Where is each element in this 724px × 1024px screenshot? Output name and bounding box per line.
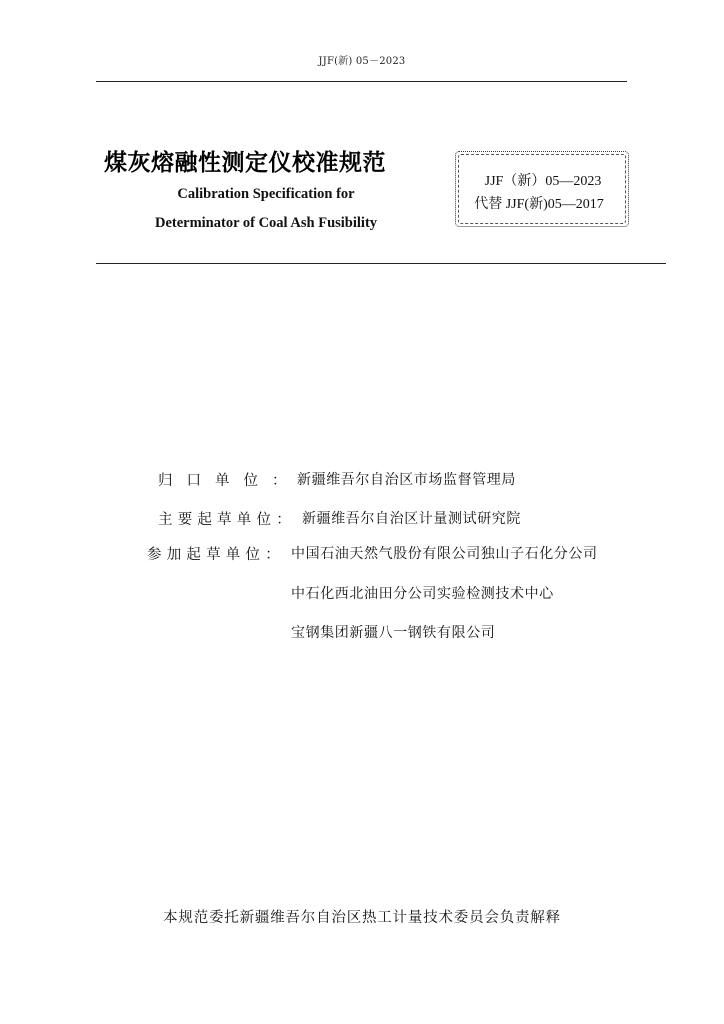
- responsible-unit-row: [0, 469, 724, 493]
- main-drafting-unit-row: [0, 508, 724, 532]
- running-header-code: JJF(新) 05－2023: [318, 56, 406, 67]
- interpretation-note: 本规范委托新疆维吾尔自治区热工计量技术委员会负责解释: [163, 910, 561, 926]
- main-drafting-unit-value: 新疆维吾尔自治区计量测试研究院: [302, 511, 521, 527]
- main-drafting-unit-label: 主要起草单位：: [158, 512, 296, 528]
- specification-code-box: [455, 151, 629, 227]
- header-rule: [96, 81, 627, 82]
- document-title-en-line1: Calibration Specification for: [177, 186, 355, 202]
- title-divider-rule: [96, 263, 666, 264]
- participating-unit-label: 参加起草单位：: [147, 547, 285, 563]
- responsible-unit-label: 归口单位：: [158, 473, 301, 489]
- document-title-en-line2: Determinator of Coal Ash Fusibility: [154, 215, 378, 231]
- specification-code: JJF（新）05—2023: [484, 174, 602, 189]
- replaced-specification-code: 代替 JJF(新)05—2017: [474, 197, 604, 212]
- responsible-unit-value: 新疆维吾尔自治区市场监督管理局: [297, 472, 516, 488]
- participating-unit-value: 中国石油天然气股份有限公司独山子石化分公司: [291, 546, 598, 562]
- participating-unit-value: 宝钢集团新疆八一钢铁有限公司: [291, 625, 496, 641]
- document-title-zh: 煤灰熔融性测定仪校准规范: [104, 150, 386, 176]
- participating-unit-value: 中石化西北油田分公司实验检测技术中心: [291, 586, 554, 602]
- participating-unit-row: [0, 583, 724, 607]
- participating-unit-row: [0, 622, 724, 646]
- participating-unit-row: [0, 543, 724, 567]
